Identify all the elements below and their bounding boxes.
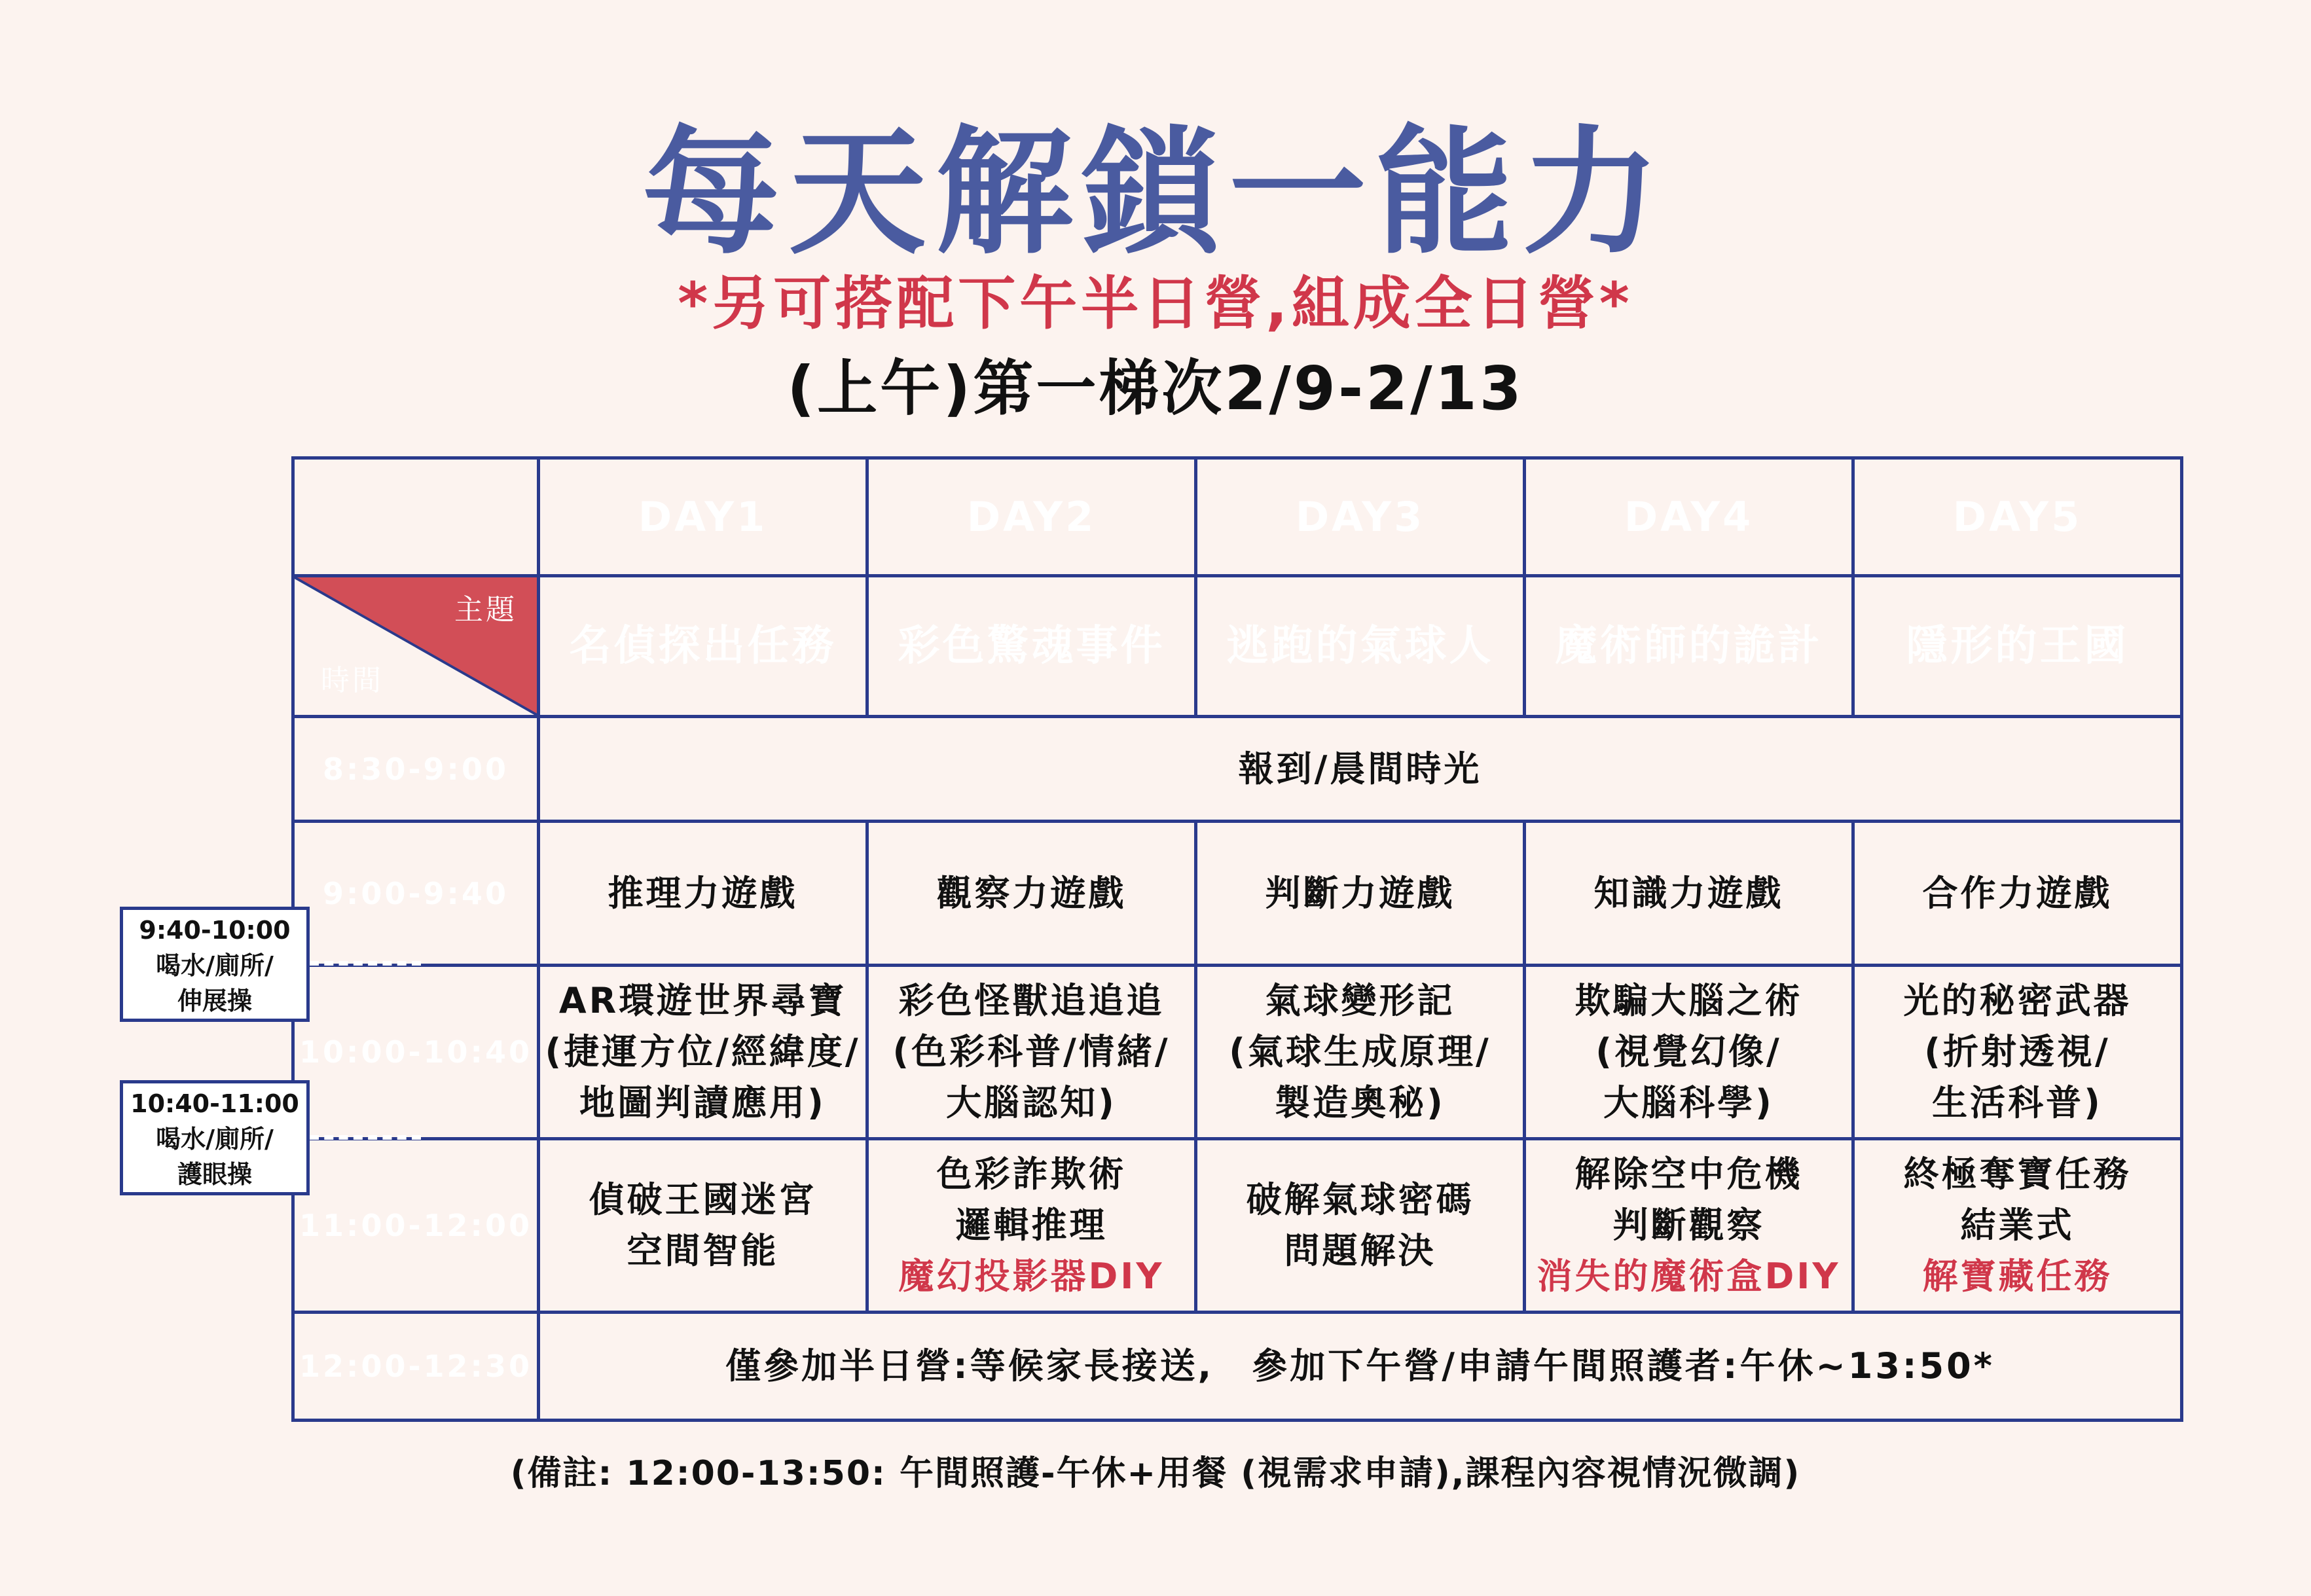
theme-row: [293, 576, 2182, 717]
day-header: DAY2: [867, 458, 1196, 576]
break-time: 9:40-10:00: [139, 916, 291, 945]
time-cell: 10:00-10:40: [293, 966, 539, 1139]
theme-cell: 隱形的王國: [1853, 576, 2182, 717]
activity-cell: 解除空中危機 判斷觀察 消失的魔術盒DIY: [1525, 1139, 1853, 1313]
page-subtitle: *另可搭配下午半日營,組成全日營*: [678, 270, 1633, 337]
corner-theme-label: 主題: [454, 593, 517, 626]
break-divider-2: [310, 1135, 421, 1140]
activity-cell: 光的秘密武器 (折射透視/ 生活科普): [1853, 966, 2182, 1139]
schedule-table: [291, 456, 2183, 1422]
diy-activity: 魔幻投影器DIY: [898, 1256, 1165, 1297]
diagonal-header-cell: [293, 576, 539, 717]
break-activity: 護眼操: [177, 1160, 252, 1189]
time-cell: 12:00-12:30: [293, 1313, 539, 1421]
dismissal-cell: 僅參加半日營:等候家長接送, 參加下午營/申請午間照護者:午休~13:50*: [539, 1313, 2182, 1421]
activity-cell: 彩色怪獸追追追 (色彩科普/情緒/ 大腦認知): [867, 966, 1196, 1139]
activity-cell: 觀察力遊戲: [867, 822, 1196, 966]
session2-row: [293, 966, 2182, 1139]
break-divider-1: [310, 961, 421, 966]
time-cell: 11:00-12:00: [293, 1139, 539, 1313]
header-corner: [293, 458, 539, 576]
footnote: (備註: 12:00-13:50: 午間照護-午休+用餐 (視需求申請),課程內容視情況微調): [510, 1454, 1801, 1493]
activity-cell: 合作力遊戲: [1853, 822, 2182, 966]
day-header: DAY3: [1196, 458, 1525, 576]
break-box-2: [120, 1080, 310, 1195]
theme-cell: 名偵探出任務: [539, 576, 867, 717]
break-activity: 伸展操: [177, 987, 252, 1015]
treasure-activity: 解寶藏任務: [1922, 1256, 2113, 1297]
games-row: [293, 822, 2182, 966]
activity-cell: 色彩詐欺術 邏輯推理 魔幻投影器DIY: [867, 1139, 1196, 1313]
day-header: DAY1: [539, 458, 867, 576]
break-box-1: [120, 907, 310, 1022]
day-header: DAY4: [1525, 458, 1853, 576]
break-activity: 喝水/廁所/: [156, 1125, 274, 1153]
activity-cell: 推理力遊戲: [539, 822, 867, 966]
theme-cell: 魔術師的詭計: [1525, 576, 1853, 717]
diy-activity: 消失的魔術盒DIY: [1537, 1256, 1841, 1297]
break-time: 10:40-11:00: [130, 1089, 299, 1118]
activity-cell: 破解氣球密碼 問題解決: [1196, 1139, 1525, 1313]
session3-row: [293, 1139, 2182, 1313]
activity-cell: 欺騙大腦之術 (視覺幻像/ 大腦科學): [1525, 966, 1853, 1139]
theme-cell: 逃跑的氣球人: [1196, 576, 1525, 717]
activity-cell: 判斷力遊戲: [1196, 822, 1525, 966]
dismissal-row: [293, 1313, 2182, 1421]
activity-cell: 偵破王國迷宮 空間智能: [539, 1139, 867, 1313]
activity-cell: AR環遊世界尋寶 (捷運方位/經緯度/ 地圖判讀應用): [539, 966, 867, 1139]
checkin-row: [293, 717, 2182, 822]
time-cell: 9:00-9:40: [293, 822, 539, 966]
day-header: DAY5: [1853, 458, 2182, 576]
corner-time-label: 時間: [321, 664, 384, 697]
day-header-row: [293, 458, 2182, 576]
activity-cell: 氣球變形記 (氣球生成原理/ 製造奧秘): [1196, 966, 1525, 1139]
time-cell: 8:30-9:00: [293, 717, 539, 822]
session-heading: (上午)第一梯次2/9-2/13: [787, 354, 1524, 424]
activity-cell: 知識力遊戲: [1525, 822, 1853, 966]
activity-cell: 終極奪寶任務 結業式 解寶藏任務: [1853, 1139, 2182, 1313]
checkin-cell: 報到/晨間時光: [539, 717, 2182, 822]
break-activity: 喝水/廁所/: [156, 951, 274, 980]
page-title: 每天解鎖一能力: [642, 113, 1669, 273]
theme-cell: 彩色驚魂事件: [867, 576, 1196, 717]
